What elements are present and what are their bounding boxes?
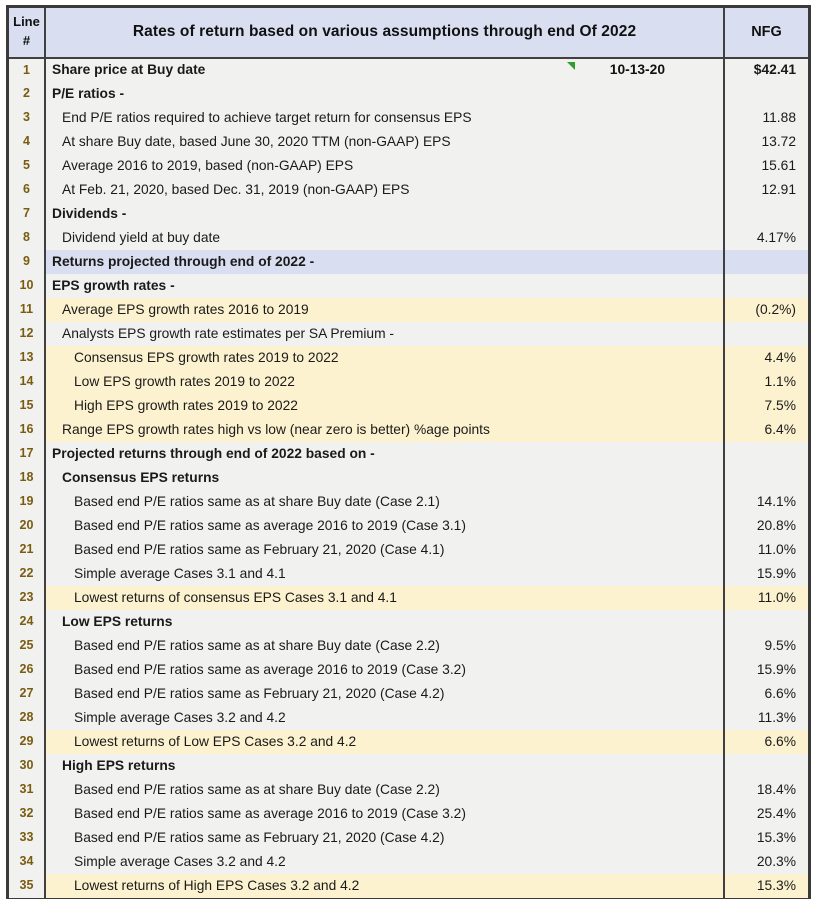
row-line-number: 35: [9, 874, 45, 898]
row-label-cell[interactable]: [45, 514, 724, 538]
row-value-cell[interactable]: 11.0%: [724, 586, 808, 610]
row-label: Based end P/E ratios same as average 2016 to 2019 (Case 3.2): [74, 805, 466, 821]
row-value-cell[interactable]: 14.1%: [724, 490, 808, 514]
row-value-cell[interactable]: [724, 82, 808, 106]
table-row[interactable]: [9, 178, 808, 202]
table-row[interactable]: [9, 58, 808, 82]
row-line-number: 10: [9, 274, 45, 298]
table-row[interactable]: [9, 322, 808, 346]
row-value-cell[interactable]: 4.17%: [724, 226, 808, 250]
column-header-line-number: [9, 8, 45, 58]
row-value-cell[interactable]: 15.3%: [724, 826, 808, 850]
row-label-cell[interactable]: [45, 778, 724, 802]
row-value-cell[interactable]: 12.91: [724, 178, 808, 202]
row-label-cell[interactable]: [45, 250, 724, 274]
row-line-number: 25: [9, 634, 45, 658]
row-value-cell[interactable]: [724, 250, 808, 274]
table-row[interactable]: [9, 538, 808, 562]
table-body: [9, 58, 808, 898]
row-label: Consensus EPS returns: [62, 469, 220, 485]
row-label-cell[interactable]: [45, 82, 724, 106]
table-row[interactable]: [9, 514, 808, 538]
row-label: Range EPS growth rates high vs low (near zero is better) %age points: [62, 421, 490, 437]
rates-of-return-table: [9, 8, 808, 898]
row-line-number: 7: [9, 202, 45, 226]
row-label-cell[interactable]: [45, 418, 724, 442]
row-line-number: 30: [9, 754, 45, 778]
table-row[interactable]: [9, 850, 808, 874]
row-label: Simple average Cases 3.2 and 4.2: [74, 709, 286, 725]
row-value-cell[interactable]: 11.3%: [724, 706, 808, 730]
row-label-cell[interactable]: [45, 682, 724, 706]
row-label: Based end P/E ratios same as at share Buy date (Case 2.2): [74, 781, 440, 797]
table-row[interactable]: [9, 634, 808, 658]
row-line-number: 21: [9, 538, 45, 562]
table-row[interactable]: [9, 802, 808, 826]
table-row[interactable]: [9, 826, 808, 850]
table-row[interactable]: [9, 370, 808, 394]
row-label-cell[interactable]: [45, 706, 724, 730]
row-label: Simple average Cases 3.2 and 4.2: [74, 853, 286, 869]
table-row[interactable]: [9, 442, 808, 466]
row-label-cell[interactable]: [45, 178, 724, 202]
row-line-number: 4: [9, 130, 45, 154]
row-value-cell[interactable]: 18.4%: [724, 778, 808, 802]
row-label: Average 2016 to 2019, based (non-GAAP) EPS: [62, 157, 354, 173]
table-row[interactable]: [9, 706, 808, 730]
row-label-cell[interactable]: [45, 730, 724, 754]
row-line-number: 1: [9, 58, 45, 82]
row-line-number: 23: [9, 586, 45, 610]
row-label: Based end P/E ratios same as average 2016 to 2019 (Case 3.1): [74, 517, 466, 533]
row-value-cell[interactable]: 4.4%: [724, 346, 808, 370]
comment-triangle-icon: [567, 62, 575, 70]
row-label-cell[interactable]: [45, 346, 724, 370]
row-value-cell[interactable]: 25.4%: [724, 802, 808, 826]
row-line-number: 5: [9, 154, 45, 178]
table-row[interactable]: [9, 874, 808, 898]
row-line-number: 11: [9, 298, 45, 322]
row-label: EPS growth rates -: [52, 277, 175, 293]
row-label-cell[interactable]: [45, 634, 724, 658]
row-value-cell[interactable]: 20.8%: [724, 514, 808, 538]
row-label-cell[interactable]: [45, 874, 724, 898]
row-value-cell[interactable]: [724, 202, 808, 226]
row-line-number: 6: [9, 178, 45, 202]
spreadsheet-frame: [6, 5, 811, 899]
row-line-number: 3: [9, 106, 45, 130]
row-line-number: 34: [9, 850, 45, 874]
row-label: Analysts EPS growth rate estimates per SA Premium -: [62, 325, 395, 341]
row-value-cell[interactable]: [724, 442, 808, 466]
table-row[interactable]: [9, 466, 808, 490]
table-row[interactable]: [9, 250, 808, 274]
row-label: Lowest returns of High EPS Cases 3.2 and 4.2: [74, 877, 360, 893]
row-label: P/E ratios -: [52, 85, 125, 101]
row-value-cell[interactable]: [724, 754, 808, 778]
row-value-cell[interactable]: 15.9%: [724, 562, 808, 586]
table-row[interactable]: [9, 274, 808, 298]
row-label: Lowest returns of Low EPS Cases 3.2 and 4.2: [74, 733, 357, 749]
row-label-cell[interactable]: [45, 298, 724, 322]
row-label: Based end P/E ratios same as February 21, 2020 (Case 4.2): [74, 829, 445, 845]
row-label-cell[interactable]: [45, 562, 724, 586]
table-row[interactable]: [9, 754, 808, 778]
row-label: Dividends -: [52, 205, 127, 221]
row-label: Projected returns through end of 2022 based on -: [52, 445, 375, 461]
row-line-number: 20: [9, 514, 45, 538]
row-value-cell[interactable]: 9.5%: [724, 634, 808, 658]
table-row[interactable]: [9, 226, 808, 250]
row-label-cell[interactable]: [45, 826, 724, 850]
row-label: Dividend yield at buy date: [62, 229, 220, 245]
row-label-cell[interactable]: [45, 106, 724, 130]
column-header-line-label-2: #: [22, 32, 31, 48]
row-label-cell[interactable]: [45, 130, 724, 154]
row-label: End P/E ratios required to achieve target return for consensus EPS: [62, 109, 472, 125]
row-value-cell[interactable]: 15.3%: [724, 874, 808, 898]
row-label-cell[interactable]: [45, 394, 724, 418]
column-header-nfg: NFG: [724, 8, 808, 58]
row-label-cell[interactable]: [45, 442, 724, 466]
row-label: Based end P/E ratios same as at share Buy date (Case 2.1): [74, 493, 440, 509]
row-label: High EPS returns: [62, 757, 176, 773]
row-line-number: 13: [9, 346, 45, 370]
row-label: High EPS growth rates 2019 to 2022: [74, 397, 298, 413]
row-value-cell[interactable]: 13.72: [724, 130, 808, 154]
row-label: Consensus EPS growth rates 2019 to 2022: [74, 349, 339, 365]
row-label-cell[interactable]: [45, 58, 724, 82]
table-row[interactable]: [9, 82, 808, 106]
row-label: Based end P/E ratios same as February 21, 2020 (Case 4.1): [74, 541, 445, 557]
row-label-cell[interactable]: [45, 538, 724, 562]
row-value-cell[interactable]: 1.1%: [724, 370, 808, 394]
row-line-number: 15: [9, 394, 45, 418]
row-line-number: 33: [9, 826, 45, 850]
row-label: Based end P/E ratios same as at share Buy date (Case 2.2): [74, 637, 440, 653]
row-label: At Feb. 21, 2020, based Dec. 31, 2019 (non-GAAP) EPS: [62, 181, 410, 197]
buy-date-value: 10-13-20: [609, 62, 665, 78]
row-line-number: 9: [9, 250, 45, 274]
row-label-cell[interactable]: [45, 202, 724, 226]
row-label-cell[interactable]: [45, 490, 724, 514]
table-row[interactable]: [9, 298, 808, 322]
row-value-cell[interactable]: 6.6%: [724, 682, 808, 706]
table-row[interactable]: [9, 346, 808, 370]
table-row[interactable]: [9, 586, 808, 610]
row-label-cell[interactable]: [45, 154, 724, 178]
row-label-cell[interactable]: [45, 586, 724, 610]
row-line-number: 8: [9, 226, 45, 250]
row-label-cell[interactable]: [45, 370, 724, 394]
row-value-cell[interactable]: $42.41: [724, 58, 808, 82]
row-label-cell[interactable]: [45, 658, 724, 682]
row-label: Share price at Buy date: [52, 62, 206, 78]
row-label: Based end P/E ratios same as average 2016 to 2019 (Case 3.2): [74, 661, 466, 677]
row-value-cell[interactable]: 11.0%: [724, 538, 808, 562]
row-label: Based end P/E ratios same as February 21, 2020 (Case 4.2): [74, 685, 445, 701]
table-row[interactable]: [9, 610, 808, 634]
row-label-cell[interactable]: [45, 226, 724, 250]
row-line-number: 16: [9, 418, 45, 442]
row-value-cell[interactable]: [724, 274, 808, 298]
row-label: Average EPS growth rates 2016 to 2019: [62, 301, 309, 317]
table-row[interactable]: [9, 130, 808, 154]
table-row[interactable]: [9, 202, 808, 226]
table-row[interactable]: [9, 394, 808, 418]
row-line-number: 14: [9, 370, 45, 394]
row-value-cell[interactable]: 6.4%: [724, 418, 808, 442]
row-line-number: 24: [9, 610, 45, 634]
table-row[interactable]: [9, 682, 808, 706]
column-header-line-label-1: Line: [13, 14, 40, 29]
table-row[interactable]: [9, 778, 808, 802]
row-line-number: 18: [9, 466, 45, 490]
row-value-cell[interactable]: 7.5%: [724, 394, 808, 418]
row-value-cell[interactable]: 15.9%: [724, 658, 808, 682]
row-line-number: 12: [9, 322, 45, 346]
row-value-cell[interactable]: [724, 322, 808, 346]
row-value-cell[interactable]: 6.6%: [724, 730, 808, 754]
table-row[interactable]: [9, 490, 808, 514]
row-value-cell[interactable]: [724, 610, 808, 634]
row-label: Low EPS returns: [62, 613, 173, 629]
header-row: [9, 8, 808, 58]
row-value-cell[interactable]: 15.61: [724, 154, 808, 178]
row-value-cell[interactable]: (0.2%): [724, 298, 808, 322]
table-row[interactable]: [9, 418, 808, 442]
row-label: Lowest returns of consensus EPS Cases 3.1 and 4.1: [74, 589, 397, 605]
row-label: At share Buy date, based June 30, 2020 TTM (non-GAAP) EPS: [62, 133, 451, 149]
row-line-number: 22: [9, 562, 45, 586]
table-row[interactable]: [9, 658, 808, 682]
table-row[interactable]: [9, 154, 808, 178]
row-label-cell[interactable]: [45, 610, 724, 634]
row-label: Returns projected through end of 2022 -: [52, 253, 315, 269]
row-line-number: 26: [9, 658, 45, 682]
row-label-cell[interactable]: [45, 274, 724, 298]
table-row[interactable]: [9, 730, 808, 754]
row-line-number: 17: [9, 442, 45, 466]
row-label: Simple average Cases 3.1 and 4.1: [74, 565, 286, 581]
row-line-number: 32: [9, 802, 45, 826]
row-line-number: 2: [9, 82, 45, 106]
row-label-cell[interactable]: [45, 850, 724, 874]
table-header: [9, 8, 808, 58]
row-line-number: 28: [9, 706, 45, 730]
row-value-cell[interactable]: 11.88: [724, 106, 808, 130]
row-value-cell[interactable]: [724, 466, 808, 490]
row-label-cell[interactable]: [45, 322, 724, 346]
row-line-number: 31: [9, 778, 45, 802]
row-line-number: 19: [9, 490, 45, 514]
row-value-cell[interactable]: 20.3%: [724, 850, 808, 874]
row-label-cell[interactable]: [45, 754, 724, 778]
column-header-title: Rates of return based on various assumptions through end Of 2022: [45, 8, 724, 58]
row-label: Low EPS growth rates 2019 to 2022: [74, 373, 295, 389]
table-row[interactable]: [9, 562, 808, 586]
row-line-number: 29: [9, 730, 45, 754]
table-row[interactable]: [9, 106, 808, 130]
row-line-number: 27: [9, 682, 45, 706]
row-label-cell[interactable]: [45, 466, 724, 490]
row-label-cell[interactable]: [45, 802, 724, 826]
